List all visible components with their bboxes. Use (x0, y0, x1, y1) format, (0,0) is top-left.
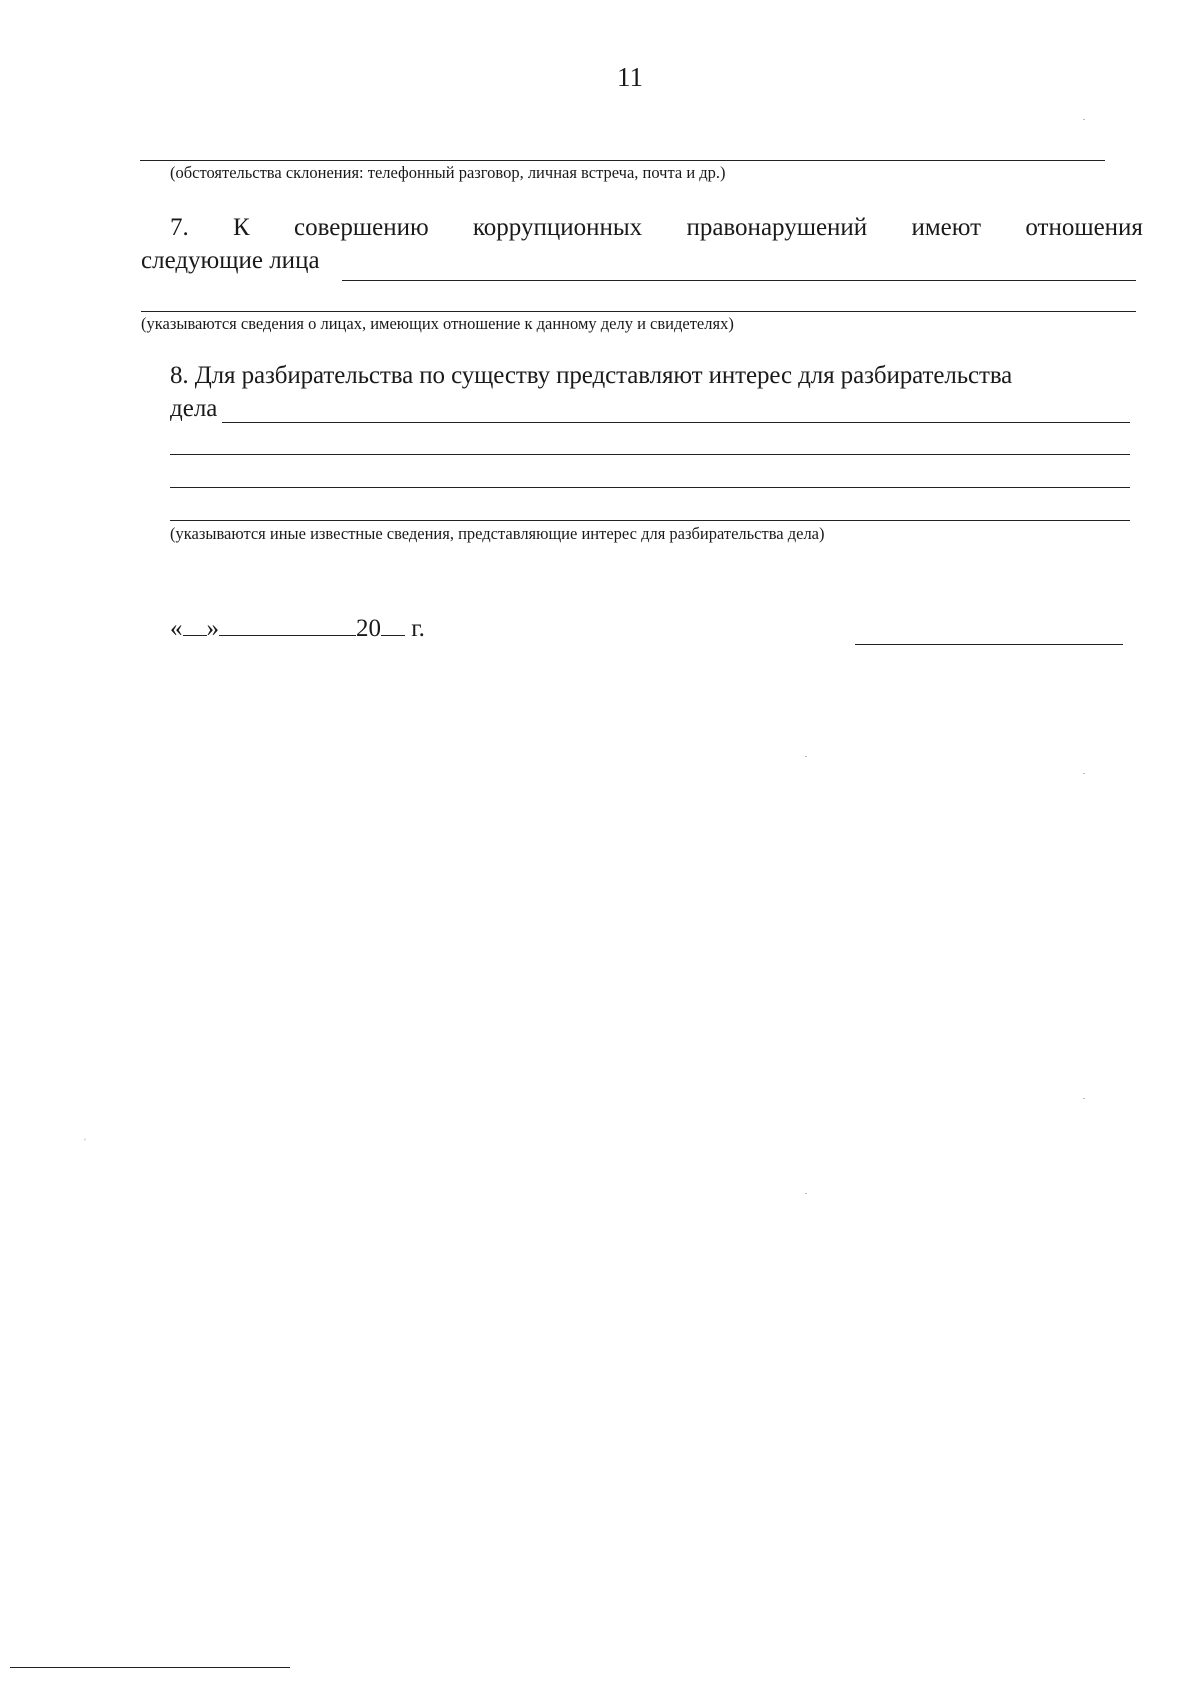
details-input-line[interactable] (170, 454, 1130, 455)
month-input[interactable] (219, 615, 356, 636)
section-8-label: дела (170, 395, 218, 422)
section-7-word: К (233, 214, 250, 241)
details-input-line[interactable] (170, 520, 1130, 521)
scan-speck (805, 1193, 807, 1194)
date-field (170, 615, 425, 643)
section-7-word: имеют (911, 214, 982, 241)
section-7-word: правонарушений (686, 214, 868, 241)
section-7-word: отношения (1025, 214, 1143, 241)
date-open-quote: « (170, 615, 183, 642)
footer-rule (10, 1667, 290, 1668)
section-7-word: 7. (170, 214, 189, 241)
persons-input-line[interactable] (342, 280, 1136, 281)
day-input[interactable] (183, 615, 207, 636)
scan-speck (1083, 773, 1085, 774)
field-caption-circumstances: (обстоятельства склонения: телефонный разговор, личная встреча, почта и др.) (170, 163, 726, 182)
date-close-quote: » (206, 615, 219, 642)
section-7-heading (170, 214, 1143, 242)
section-7-word: совершению (294, 214, 429, 241)
section-7-label: следующие лица (141, 247, 320, 274)
scan-speck (1083, 1098, 1085, 1099)
fill-line (140, 160, 1105, 161)
field-caption-persons: (указываются сведения о лицах, имеющих отношение к данному делу и свидетелях) (141, 314, 734, 333)
details-input-line[interactable] (222, 422, 1130, 423)
scan-speck (805, 756, 807, 757)
scan-speck (1083, 119, 1085, 120)
persons-input-line[interactable] (141, 311, 1136, 312)
scan-speck (84, 1138, 86, 1140)
signature-line[interactable] (855, 644, 1123, 645)
page-number: 11 (617, 62, 643, 92)
field-caption-details: (указываются иные известные сведения, представляющие интерес для разбирательства дела) (170, 524, 825, 543)
section-8-heading: 8. Для разбирательства по существу представляют интерес для разбирательства (170, 362, 1013, 389)
year-suffix: г. (411, 615, 425, 642)
year-input[interactable] (381, 615, 405, 636)
details-input-line[interactable] (170, 487, 1130, 488)
year-prefix: 20 (356, 615, 381, 642)
section-7-word: коррупционных (472, 214, 643, 241)
